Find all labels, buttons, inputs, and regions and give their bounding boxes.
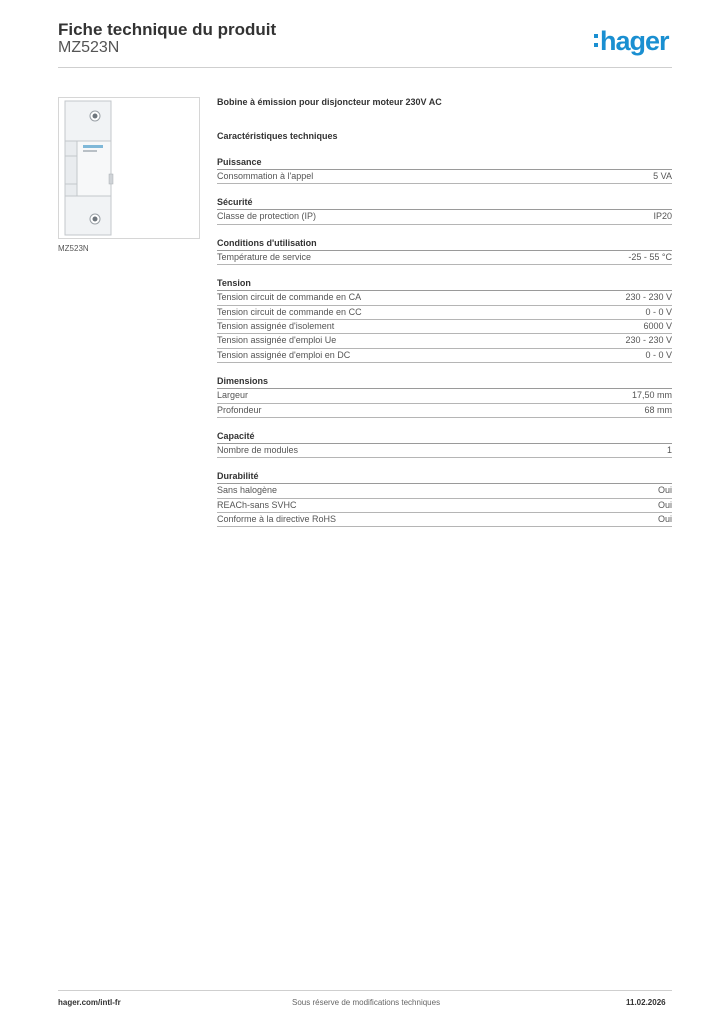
spec-row — [217, 484, 672, 498]
spec-group — [217, 470, 672, 527]
spec-group-title: Sécurité — [217, 196, 672, 210]
spec-label: Température de service — [217, 251, 312, 262]
specs-heading: Caractéristiques techniques — [217, 131, 338, 141]
footer-divider — [58, 990, 672, 991]
spec-row — [217, 513, 672, 527]
spec-value: Oui — [657, 485, 672, 496]
spec-label: REACh-sans SVHC — [217, 499, 297, 510]
spec-label: Conforme à la directive RoHS — [217, 514, 337, 525]
spec-group-title: Tension — [217, 277, 672, 291]
spec-group — [217, 237, 672, 265]
spec-row — [217, 444, 672, 458]
spec-value: Oui — [657, 514, 672, 525]
spec-group-title: Capacité — [217, 430, 672, 444]
spec-group-title: Durabilité — [217, 470, 672, 484]
spec-label: Tension assignée d'isolement — [217, 320, 335, 331]
spec-value: -25 - 55 °C — [628, 251, 672, 262]
spec-groups — [217, 156, 672, 527]
spec-group-title: Dimensions — [217, 375, 672, 389]
product-reference: MZ523N — [58, 39, 120, 56]
spec-row — [217, 170, 672, 184]
product-image-caption: MZ523N — [58, 244, 89, 253]
spec-label: Classe de protection (IP) — [217, 211, 317, 222]
spec-group — [217, 430, 672, 458]
product-illustration — [59, 98, 199, 238]
spec-value: 5 VA — [653, 171, 672, 181]
spec-value: 230 - 230 V — [625, 292, 672, 303]
spec-value: 0 - 0 V — [645, 349, 672, 360]
spec-label: Tension circuit de commande en CC — [217, 306, 362, 317]
hager-logo: hager — [600, 26, 669, 56]
spec-row — [217, 334, 672, 348]
spec-label: Largeur — [217, 390, 249, 401]
spec-group-title: Puissance — [217, 156, 672, 170]
spec-group — [217, 156, 672, 184]
footer-website: hager.com/intl-fr — [58, 998, 121, 1007]
spec-row — [217, 320, 672, 334]
spec-label: Sans halogène — [217, 485, 278, 496]
spec-value: 68 mm — [644, 404, 672, 415]
spec-row — [217, 389, 672, 403]
page-title: Fiche technique du produit — [58, 20, 277, 39]
spec-label: Tension assignée d'emploi en DC — [217, 349, 351, 360]
header-divider — [58, 67, 672, 68]
spec-label: Tension circuit de commande en CA — [217, 292, 362, 303]
spec-row — [217, 306, 672, 320]
spec-value: 1 — [666, 444, 672, 455]
spec-value: IP20 — [653, 211, 672, 222]
spec-group — [217, 375, 672, 418]
spec-label: Consommation à l'appel — [217, 171, 314, 181]
hager-logo-dots — [594, 34, 598, 48]
spec-group-title: Conditions d'utilisation — [217, 237, 672, 251]
spec-row — [217, 210, 672, 224]
spec-row — [217, 499, 672, 513]
spec-label: Nombre de modules — [217, 444, 299, 455]
product-image — [58, 97, 200, 239]
spec-value: 0 - 0 V — [645, 306, 672, 317]
spec-row — [217, 291, 672, 305]
spec-value: 230 - 230 V — [625, 335, 672, 346]
product-description: Bobine à émission pour disjoncteur moteur 230V AC — [217, 97, 442, 107]
footer-date: 11.02.2026 — [626, 998, 666, 1007]
spec-value: 17,50 mm — [631, 390, 672, 401]
spec-group — [217, 277, 672, 363]
spec-value: Oui — [657, 499, 672, 510]
spec-row — [217, 404, 672, 418]
spec-group — [217, 196, 672, 224]
spec-row — [217, 349, 672, 363]
spec-label: Tension assignée d'emploi Ue — [217, 335, 337, 346]
spec-value: 6000 V — [643, 320, 672, 331]
spec-label: Profondeur — [217, 404, 262, 415]
spec-content — [217, 96, 672, 527]
spec-row — [217, 251, 672, 265]
footer-notice: Sous réserve de modifications techniques — [292, 998, 441, 1007]
